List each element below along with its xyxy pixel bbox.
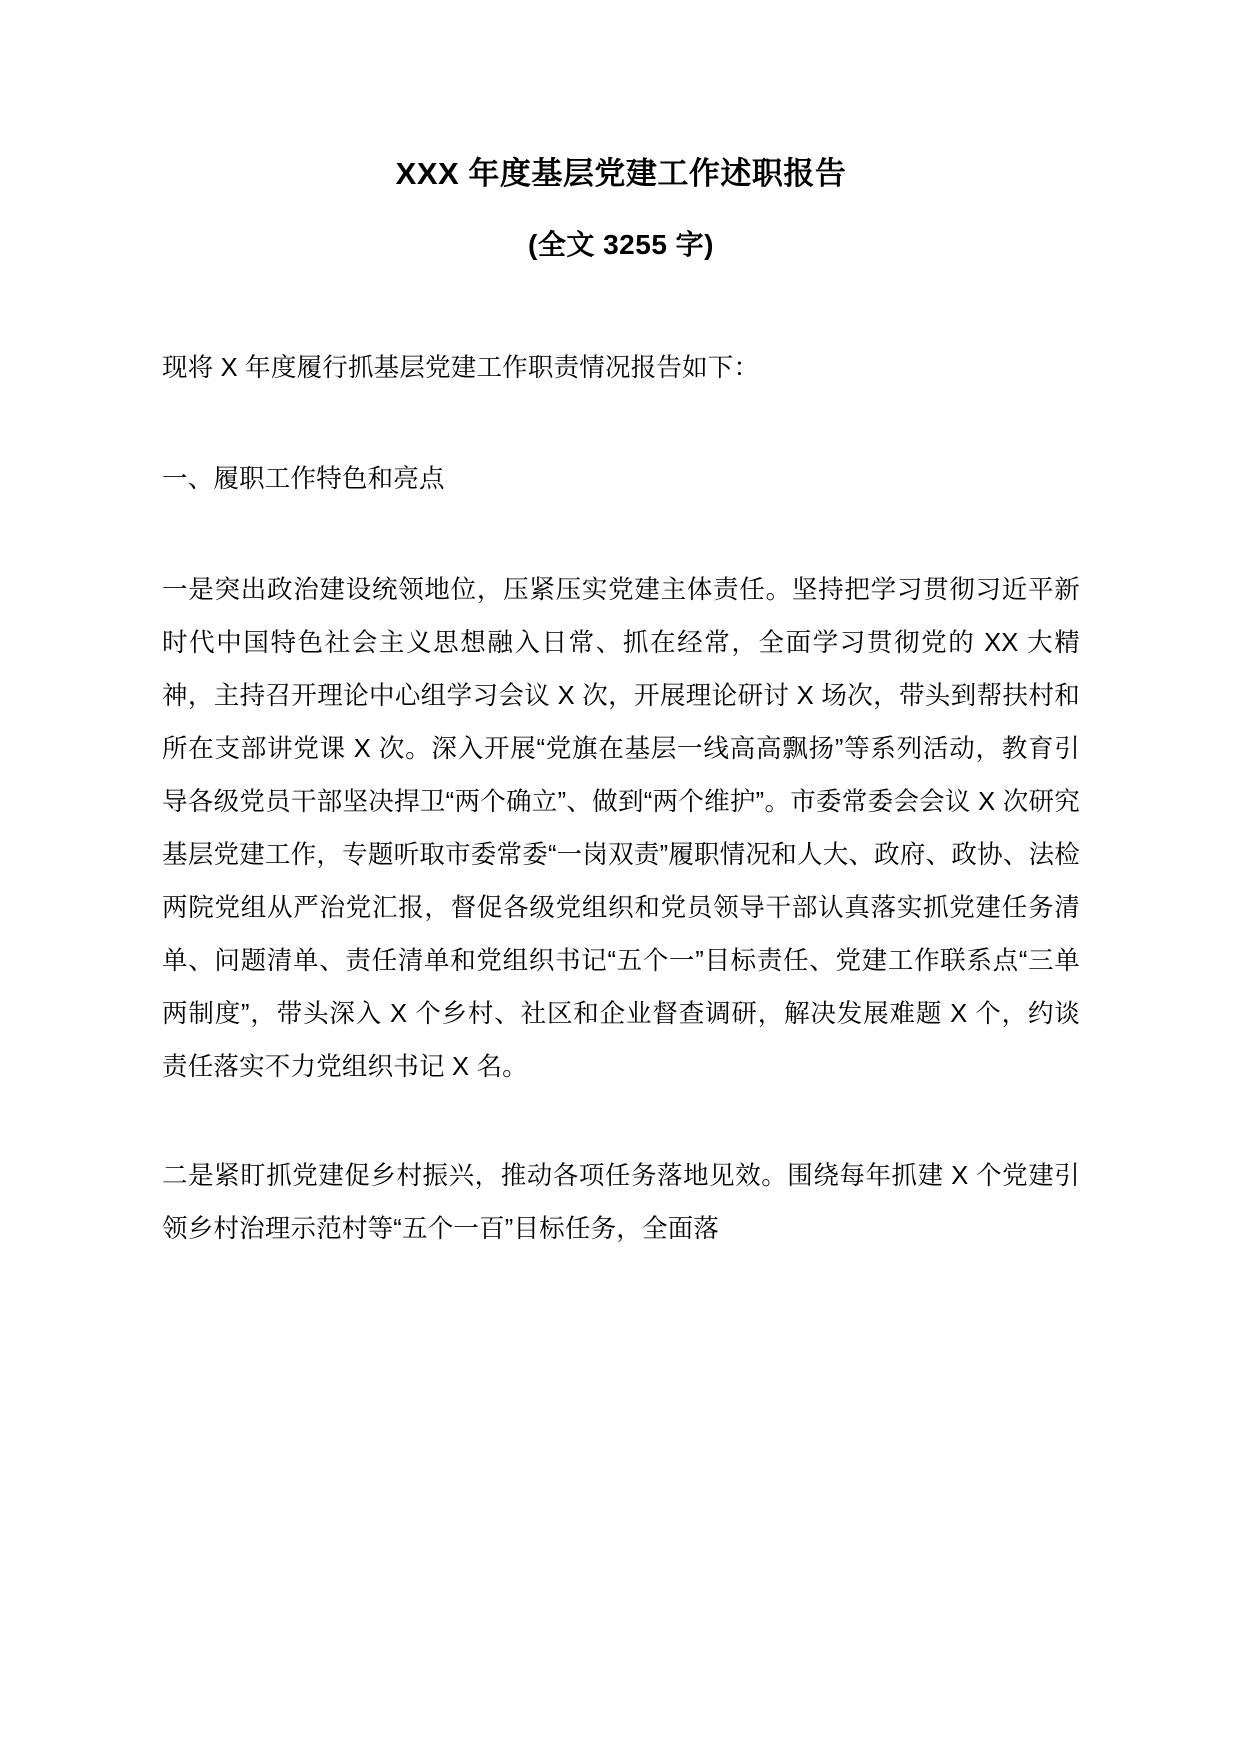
body-paragraph-2: 二是紧盯抓党建促乡村振兴，推动各项任务落地见效。围绕每年抓建 X 个党建引领乡村治理示范村等“五个一百”目标任务，全面落 — [162, 1162, 1080, 1244]
document-title: XXX 年度基层党建工作述职报告 — [395, 156, 847, 191]
body-paragraph-1: 一是突出政治建设统领地位，压紧压实党建主体责任。坚持把学习贯彻习近平新时代中国特色社会主义思想融入日常、抓在经常，全面学习贯彻党的 XX 大精神，主持召开理论中心组学习会议 X 次，开展理论研讨 X 场次，带头到帮扶村和所在支部讲党课 X 次。深入开展“党旗在基层一线高高飘扬”等系列活动，教育引导各级党员干部坚决捍卫“两个确立”、做到“两个维护”。市委常委会会议 X 次研究基层党建工作，专题听取市委常委“一岗双责”履职情况和人大、政府、政协、法检两院党组从严治党汇报，督促各级党组织和党员领导干部认真落实抓党建任务清单、问题清单、责任清单和党组织书记“五个一”目标责任、党建工作联系点“三单两制度”，带头深入 X 个乡村、社区和企业督查调研，解决发展难题 X 个，约谈责任落实不力党组织书记 X 名。 — [162, 576, 1080, 1082]
document-subtitle-word-count: (全文 3255 字) — [528, 229, 714, 261]
section-heading-one: 一、履职工作特色和亮点 — [162, 465, 445, 494]
lead-paragraph: 现将 X 年度履行抓基层党建工作职责情况报告如下： — [162, 354, 760, 383]
